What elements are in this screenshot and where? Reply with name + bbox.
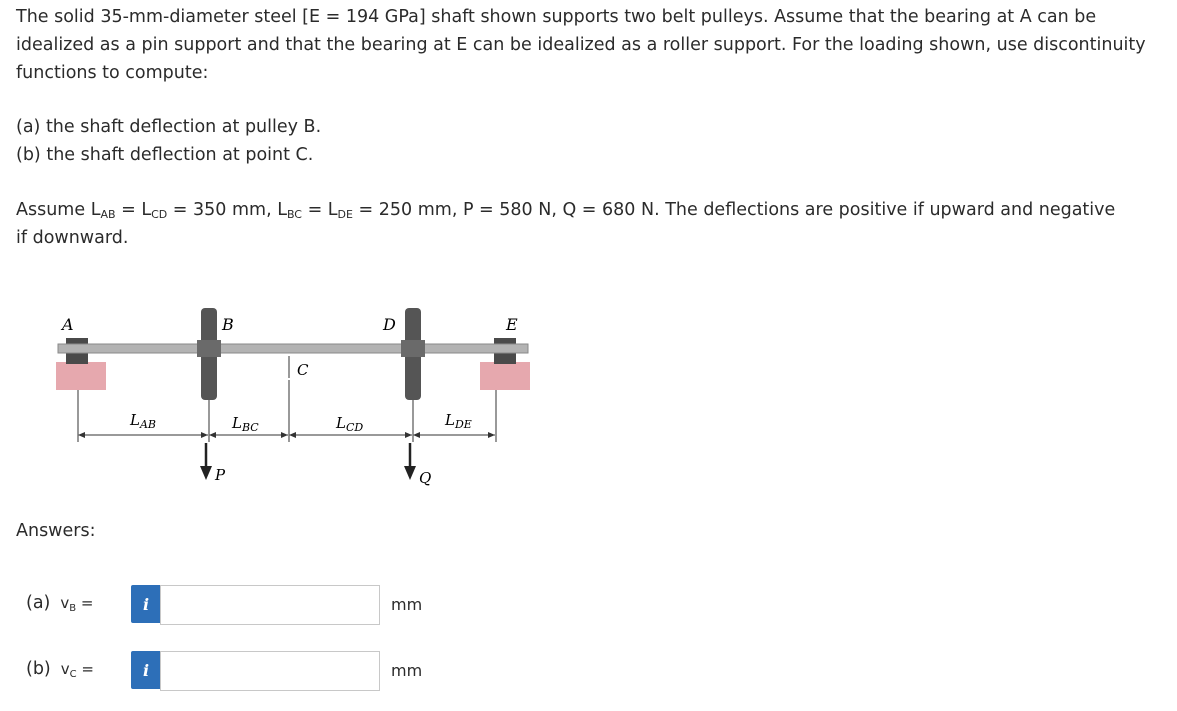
sub-de: DE (337, 208, 353, 221)
label-a: A (62, 315, 74, 334)
assumptions-text (16, 196, 1116, 252)
dim-label-de: $L_{DE}$ (445, 411, 472, 431)
answer-a-part: (a) (26, 593, 51, 613)
answer-a-label (26, 593, 94, 613)
load-p-arrowhead (200, 466, 212, 480)
load-p-label: P (215, 466, 226, 484)
var-v: v (60, 660, 70, 678)
assume-lead: Assume (16, 200, 91, 220)
answer-a-unit: mm (391, 595, 423, 614)
sub-cd: CD (151, 208, 168, 221)
pulley-b-hub (197, 340, 221, 357)
pulley-d-hub (401, 340, 425, 357)
answer-b-input[interactable] (160, 651, 380, 691)
answers-heading: Answers: (16, 521, 96, 541)
var-sub-b: B (69, 603, 77, 614)
var-v: v (60, 594, 70, 612)
problem-intro: The solid 35-mm-diameter steel [E = 194 GPa] shaft shown supports two belt pulleys. Assume that the bearing at A can be idealized as a pin support and that the bearing at E can be idealized as a roller support. For the loading shown, use discontinuity functions to compute: (16, 7, 1146, 83)
sub-ab: AB (100, 208, 116, 221)
part-a-text: (a) the shaft deflection at pulley B. (16, 117, 322, 137)
eq-sign: = (302, 200, 328, 220)
answer-b-variable (61, 660, 94, 678)
assume-values-1: = 350 mm, (167, 200, 278, 220)
label-c: C (297, 361, 309, 379)
load-q-arrowhead (404, 466, 416, 480)
part-b-text: (b) the shaft deflection at point C. (16, 145, 314, 165)
label-d: D (383, 315, 396, 334)
dim-label-bc: $L_{BC}$ (232, 414, 259, 434)
label-b: B (222, 315, 234, 334)
length-symbol: L (327, 200, 338, 220)
assume-values-2: = 250 mm, P = 580 N, Q = 680 N. The deflections are positive if upward and negative if downward. (16, 200, 1116, 248)
dim-label-ab: $L_{AB}$ (130, 411, 156, 431)
shaft (58, 344, 528, 353)
eq-sign: = (76, 660, 94, 678)
length-symbol: L (277, 200, 287, 220)
bearing-e (480, 362, 530, 390)
eq-sign: = (76, 594, 94, 612)
var-sub-c: C (69, 669, 77, 680)
label-e: E (506, 315, 518, 334)
answer-b-unit: mm (391, 661, 423, 680)
answer-b-part: (b) (26, 659, 51, 679)
length-symbol: L (90, 200, 101, 220)
problem-parts (16, 113, 321, 169)
shaft-diagram (50, 300, 550, 495)
answer-a-input[interactable] (160, 585, 380, 625)
answer-b-label (26, 659, 94, 679)
sub-bc: BC (286, 208, 302, 221)
length-symbol: L (141, 200, 152, 220)
eq-sign: = (115, 200, 142, 220)
info-icon[interactable]: i (131, 585, 161, 623)
bearing-a (56, 362, 106, 390)
answer-a-variable (60, 594, 93, 612)
dim-label-cd: $L_{CD}$ (336, 414, 364, 434)
info-icon[interactable]: i (131, 651, 161, 689)
load-q-label: Q (419, 469, 432, 487)
